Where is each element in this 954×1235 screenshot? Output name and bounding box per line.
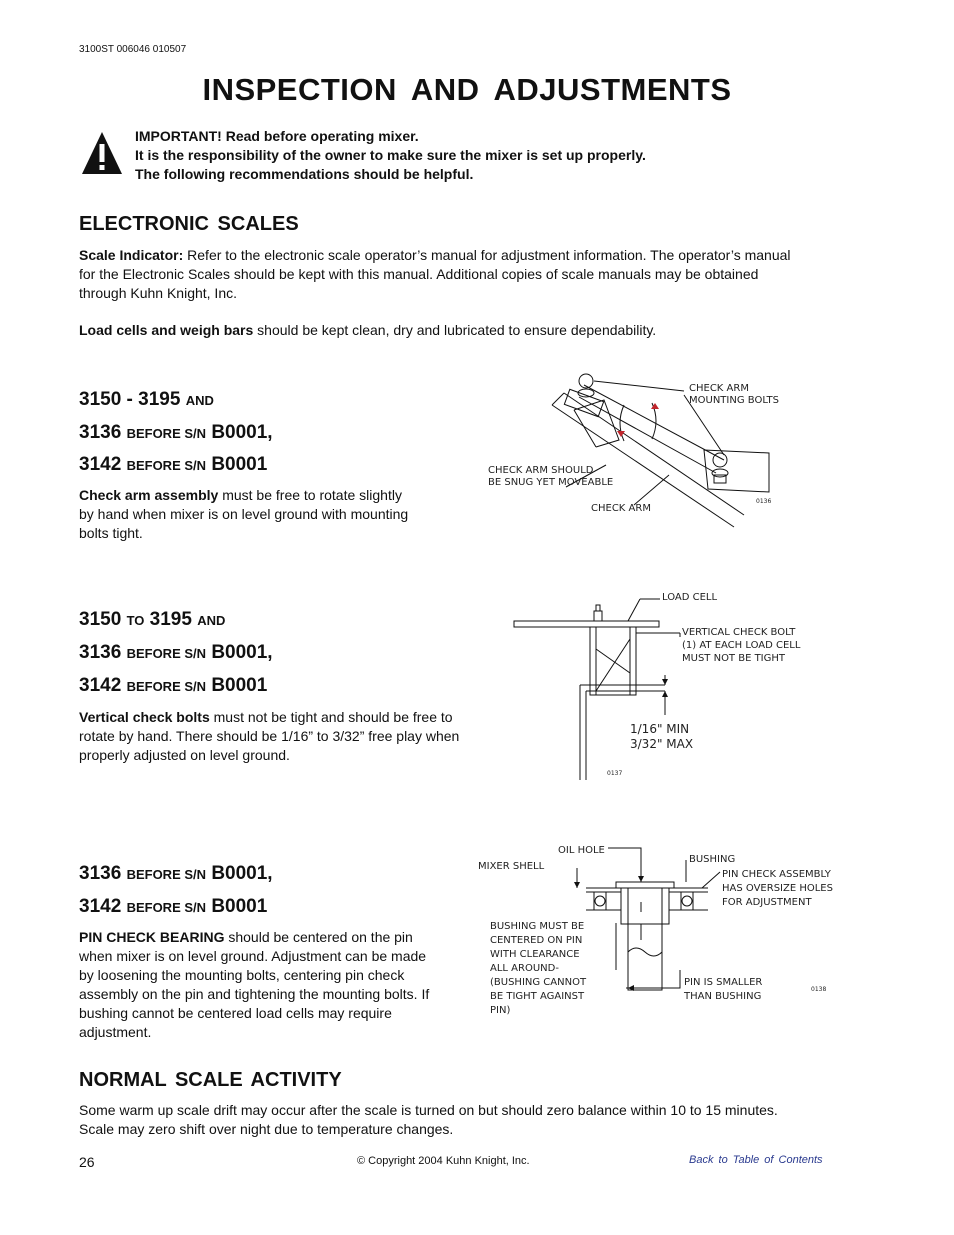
diagram-label: HAS OVERSIZE HOLES <box>722 883 833 894</box>
diagram-label: LOAD CELL <box>662 592 718 603</box>
section-heading-normal-scale-activity: NORMAL SCALE ACTIVITY <box>79 1069 342 1091</box>
figure-code: 0138 <box>811 986 827 993</box>
load-cell-diagram <box>510 585 810 785</box>
diagram-label: 3/32" MAX <box>630 737 694 751</box>
copyright-notice: © Copyright 2004 Kuhn Knight, Inc. <box>357 1155 530 1167</box>
paragraph-text: Refer to the electronic scale operator’s manual for adjustment information. The operator’s manual <box>183 247 791 263</box>
diagram-label: OIL HOLE <box>558 845 605 856</box>
section-heading-electronic-scales: ELECTRONIC SCALES <box>79 213 299 235</box>
diagram-label: (BUSHING CANNOT <box>490 977 587 988</box>
diagram-label: CHECK ARM SHOULD <box>488 465 594 476</box>
normal-scale-paragraph: Some warm up scale drift may occur after the scale is turned on but should zero balance within 10 to 15 minutes. Scale may zero shift over night due to temperature changes. <box>79 1102 778 1137</box>
model-heading: 3136 BEFORE S/N B0001, <box>79 642 273 663</box>
model-heading: 3142 BEFORE S/N B0001 <box>79 896 268 917</box>
figure-code: 0136 <box>756 498 772 505</box>
diagram-label: MOUNTING BOLTS <box>689 395 779 406</box>
warning-text <box>135 127 646 184</box>
paragraph-text: for the Electronic Scales should be kept with this manual. Additional copies of scale manuals may be obtained <box>79 266 759 282</box>
model-heading: 3150 - 3195 AND <box>79 389 214 410</box>
diagram-label: WITH CLEARANCE <box>490 949 580 960</box>
model-heading: 3136 BEFORE S/N B0001, <box>79 422 273 443</box>
diagram-label: PIN IS SMALLER <box>684 977 763 988</box>
diagram-label: THAN BUSHING <box>684 991 762 1002</box>
model-heading: 3142 BEFORE S/N B0001 <box>79 454 268 475</box>
diagram-label: 1/16" MIN <box>630 722 690 736</box>
paragraph-text: should be kept clean, dry and lubricated to ensure dependability. <box>253 322 657 338</box>
diagram-label: FOR ADJUSTMENT <box>722 897 812 908</box>
page-number: 26 <box>79 1154 95 1170</box>
paragraph-text: through Kuhn Knight, Inc. <box>79 285 237 301</box>
figure-code: 0137 <box>607 770 623 777</box>
model-heading: 3142 BEFORE S/N B0001 <box>79 675 268 696</box>
warning-line: It is the responsibility of the owner to make sure the mixer is set up properly. <box>135 147 646 163</box>
scale-indicator-paragraph <box>79 246 879 303</box>
diagram-label: ALL AROUND- <box>490 963 559 974</box>
model-heading: 3136 BEFORE S/N B0001, <box>79 863 273 884</box>
diagram-label: CENTERED ON PIN <box>490 935 583 946</box>
model-heading: 3150 TO 3195 AND <box>79 609 226 630</box>
diagram-label: CHECK ARM <box>689 383 749 394</box>
page-title: INSPECTION AND ADJUSTMENTS <box>202 72 732 107</box>
load-cells-label: Load cells and weigh bars <box>79 322 254 338</box>
warning-line: IMPORTANT! Read before operating mixer. <box>135 128 419 144</box>
check-arm-paragraph: Check arm assembly must be free to rotate slightly by hand when mixer is on level ground with mounting bolts tight. <box>79 487 409 541</box>
diagram-label: PIN) <box>490 1005 511 1016</box>
diagram-label: CHECK ARM <box>591 503 651 514</box>
diagram-label: MUST NOT BE TIGHT <box>682 653 786 664</box>
warning-line: The following recommendations should be helpful. <box>135 166 474 182</box>
diagram-label: BE SNUG YET MOVEABLE <box>488 477 614 488</box>
scale-indicator-label: Scale Indicator: <box>79 247 184 263</box>
diagram-label: PIN CHECK ASSEMBLY <box>722 869 831 880</box>
pin-check-bearing-diagram <box>476 838 836 1024</box>
warning-triangle-icon <box>80 130 124 176</box>
back-to-toc-link[interactable]: Back to Table of Contents <box>689 1154 823 1166</box>
vertical-check-bolts-paragraph: Vertical check bolts must not be tight and should be free to rotate by hand. There should be 1/16” to 3/32” free play when properly adjusted on level ground. <box>79 709 460 763</box>
diagram-label: BE TIGHT AGAINST <box>490 991 585 1002</box>
diagram-label: (1) AT EACH LOAD CELL <box>682 640 801 651</box>
diagram-label: VERTICAL CHECK BOLT <box>682 627 796 638</box>
document-id: 3100ST 006046 010507 <box>79 44 187 55</box>
pin-check-bearing-paragraph: PIN CHECK BEARING should be centered on the pin when mixer is on level ground. Adjustment can be made by loosening the mounting bolts, centering pin check assembly on the pin and tightening the mounting bolts. If bushing cannot be centered load cells may require adjustment. <box>79 929 430 1040</box>
check-arm-diagram <box>484 365 784 537</box>
diagram-label: MIXER SHELL <box>478 861 545 872</box>
diagram-label: BUSHING <box>689 854 736 865</box>
load-cells-paragraph <box>79 321 879 340</box>
diagram-label: BUSHING MUST BE <box>490 921 585 932</box>
